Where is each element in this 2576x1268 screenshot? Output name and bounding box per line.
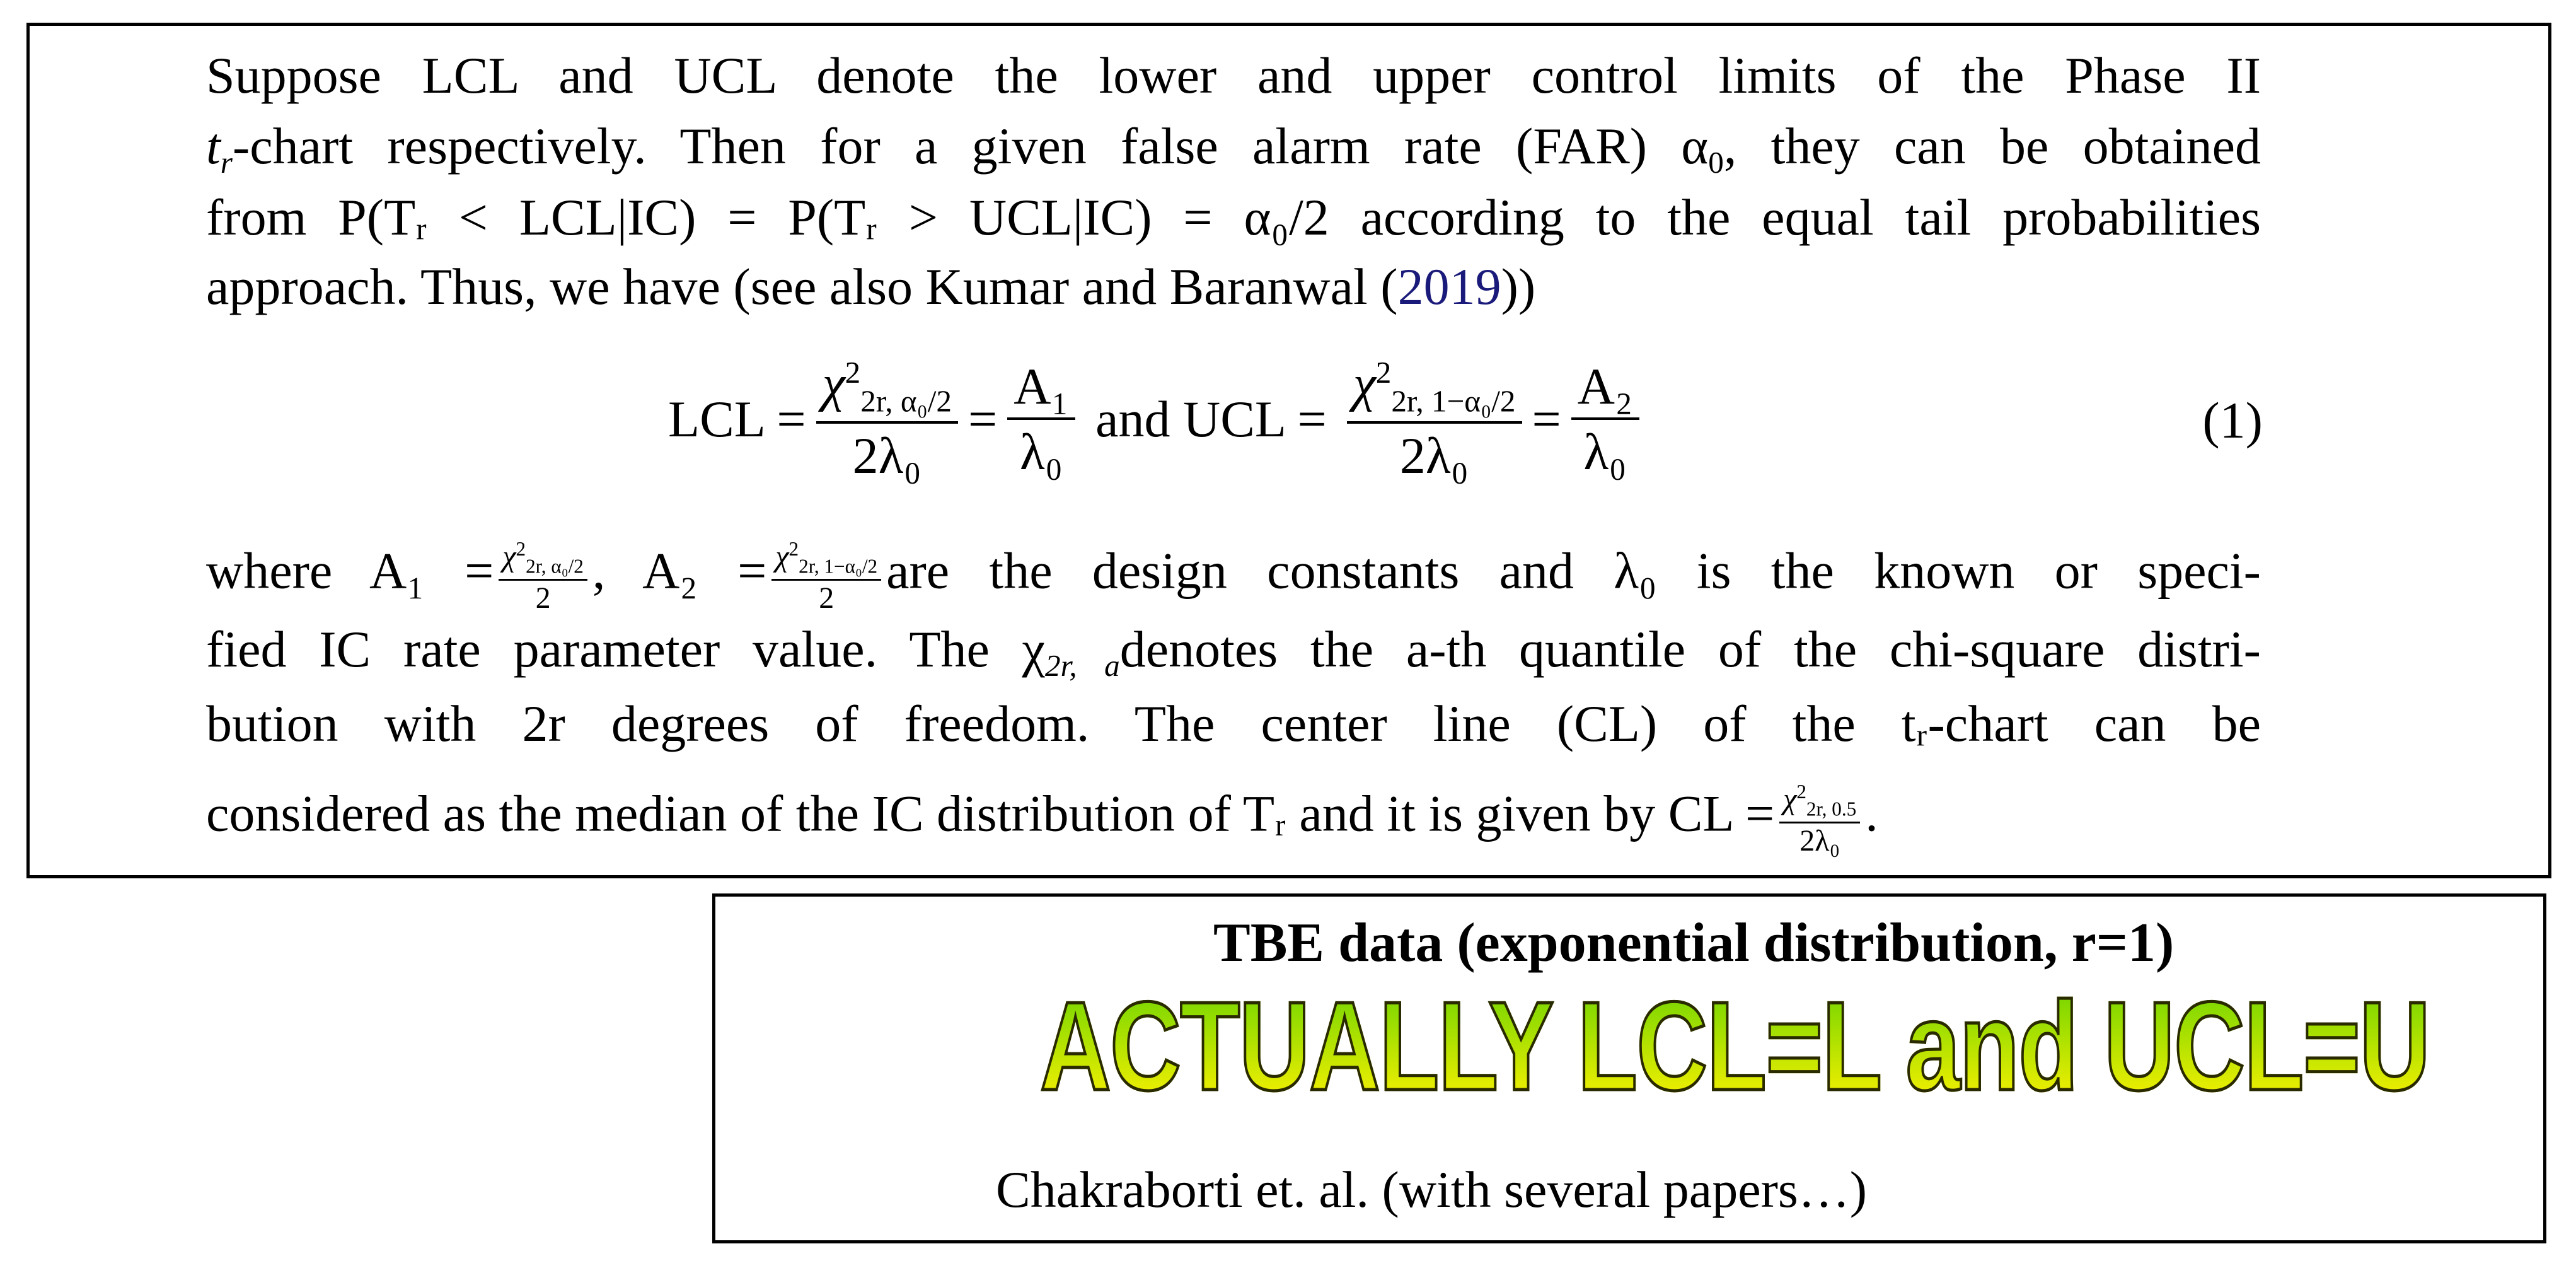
credit-text: Chakraborti et. al. (with several papers…) [996,1161,1868,1218]
equation-1: LCL = $\frac{\chi^2_{2r, \alpha_0/2}}{\text{2λ₀}}$ = $\frac{\text{A₁}}{\text{λ₀}}$ and UCL = $\frac{\chi^2_{2r, 1-\alpha_0/2}}{\text{2λ₀}}$ = $\frac{\text{A₂}}{\text{λ₀}}$ (1) [668,354,2263,485]
citation-link[interactable]: 2019 [1397,258,1501,315]
paragraph2-line-2: fied IC rate parameter value. The $\chi_{2r, a}denotes$ the a-th quantile of the chi-square distri- [206,620,2261,683]
paragraph2-line-4: considered as the median of the IC distribution of Tᵣ and it is given by CL = $\frac{\chi^2_{2r, 0.5}}{\text{2λ₀}}$ . [206,781,1878,858]
a2-over-lambda: $\frac{\text{A₂}}{\text{λ₀}}$ [1571,361,1639,478]
paragraph2-line-1: where A₁ = $\frac{\chi^2_{2r, \alpha_0/2}}{2}$ , A₂ = $\frac{\chi^2_{2r, 1-\alpha_0/2}}{2}$ are the design constants and λ₀ is the known or speci- [206,538,2261,615]
paragraph-line-2: $t_r$-chart respectively. Then for a given false alarm rate (FAR) $\alpha_0$, they can be obtained [206,117,2261,180]
paragraph-line-4: approach. Thus, we have (see also Kumar and Baranwal (2019)) [206,258,1536,315]
wordart-note: ACTUALLY LCL=L and UCL=U [1040,976,2430,1117]
paragraph-line-3: from P(Tᵣ < LCL|IC) = P(Tᵣ > UCL|IC) = α₀/2 according to the equal tail probabilities [206,189,2261,246]
lcl-fraction: $\frac{\chi^2_{2r, \alpha_0/2}}{\text{2λ₀}}$ [816,357,958,482]
equation-number: (1) [2202,392,2263,449]
a1-over-lambda: $\frac{\text{A₁}}{\text{λ₀}}$ [1007,361,1075,478]
paragraph-line-1: Suppose LCL and UCL denote the lower and upper control limits of the Phase II [206,47,2261,104]
tbe-title: TBE data (exponential distribution, r=1) [1213,912,2175,974]
paragraph2-line-3: bution with 2r degrees of freedom. The center line (CL) of the tᵣ-chart can be [206,695,2261,752]
ucl-fraction: $\frac{\chi^2_{2r, 1-\alpha_0/2}}{\text{2λ₀}}$ [1347,357,1522,482]
